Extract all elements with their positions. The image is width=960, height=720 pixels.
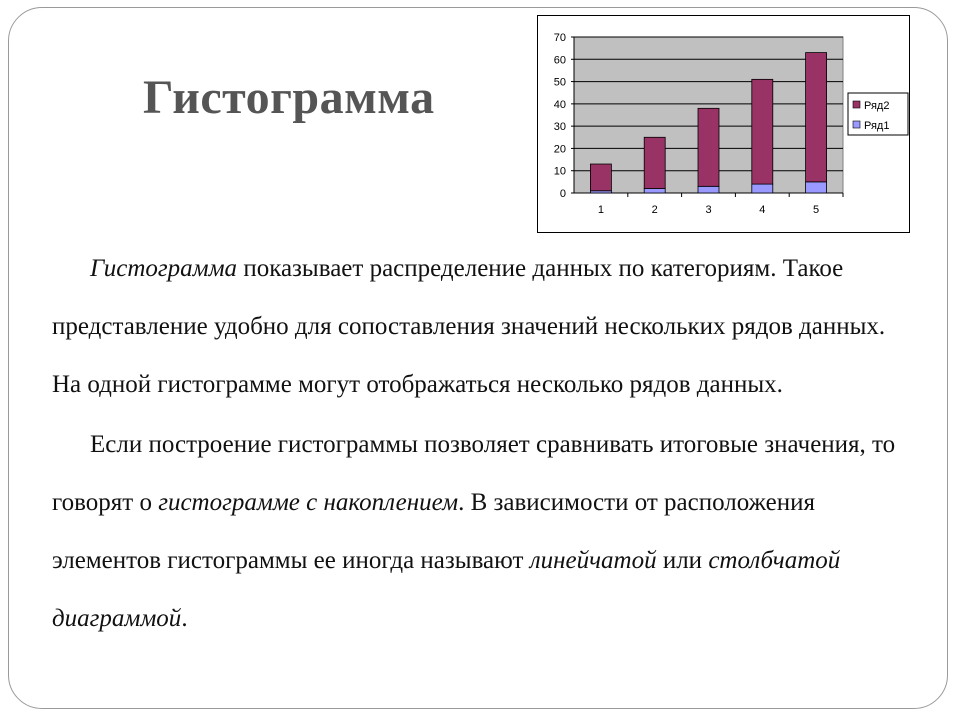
bar-Ряд2-2 <box>644 137 665 188</box>
paragraph-1-text: показывает распределение данных по категориям. Такое представление удобно для сопоставления значений нескольких рядов данных. На одной гистограмме могут отображаться несколько рядов данных. <box>52 255 886 398</box>
bar-Ряд1-2 <box>644 189 665 193</box>
y-tick-label: 10 <box>553 165 566 178</box>
bar-Ряд2-5 <box>806 53 827 182</box>
bar-Ряд1-5 <box>806 182 827 193</box>
body-text <box>52 240 912 648</box>
term-stacked-histogram: гистограмме с накоплением <box>158 489 459 516</box>
y-tick-label: 50 <box>553 76 566 89</box>
x-tick-label: 5 <box>813 204 820 216</box>
term-histogram: Гистограмма <box>90 255 238 282</box>
slide-title: Гистограмма <box>143 71 435 124</box>
paragraph-2-part-3: или <box>656 547 709 574</box>
y-tick-label: 0 <box>559 188 566 200</box>
histogram-chart <box>537 15 910 233</box>
x-tick-label: 2 <box>651 204 658 216</box>
y-tick-label: 30 <box>553 121 566 134</box>
term-columnar-diagram: столбчатой диаграммой <box>52 547 841 632</box>
bar-Ряд1-4 <box>752 184 773 193</box>
chart-svg <box>537 15 910 233</box>
legend-label-Ряд1: Ряд1 <box>864 120 890 132</box>
legend-swatch-Ряд2 <box>853 101 860 108</box>
y-tick-label: 20 <box>553 143 566 156</box>
legend-swatch-Ряд1 <box>853 121 860 128</box>
bar-Ряд2-3 <box>698 108 719 186</box>
legend-label-Ряд2: Ряд2 <box>864 100 890 112</box>
x-tick-label: 1 <box>597 204 604 216</box>
term-linear: линейчатой <box>529 547 657 574</box>
paragraph-2-part-4: . <box>181 605 188 632</box>
y-tick-label: 70 <box>553 32 566 44</box>
y-tick-label: 60 <box>553 54 566 67</box>
bar-Ряд2-4 <box>752 79 773 184</box>
paragraph-1 <box>52 240 912 414</box>
y-tick-label: 40 <box>553 98 566 111</box>
paragraph-2-part-2: . В зависимости от расположения элементов гистограммы ее иногда называют <box>52 489 815 574</box>
paragraph-2 <box>52 416 912 648</box>
bar-Ряд2-1 <box>590 164 611 191</box>
x-tick-label: 3 <box>705 204 712 216</box>
bar-Ряд1-3 <box>698 186 719 193</box>
paragraph-2-part-1: Если построение гистограммы позволяет сравнивать итоговые значения, то говорят о <box>52 431 896 516</box>
x-tick-label: 4 <box>759 204 766 216</box>
